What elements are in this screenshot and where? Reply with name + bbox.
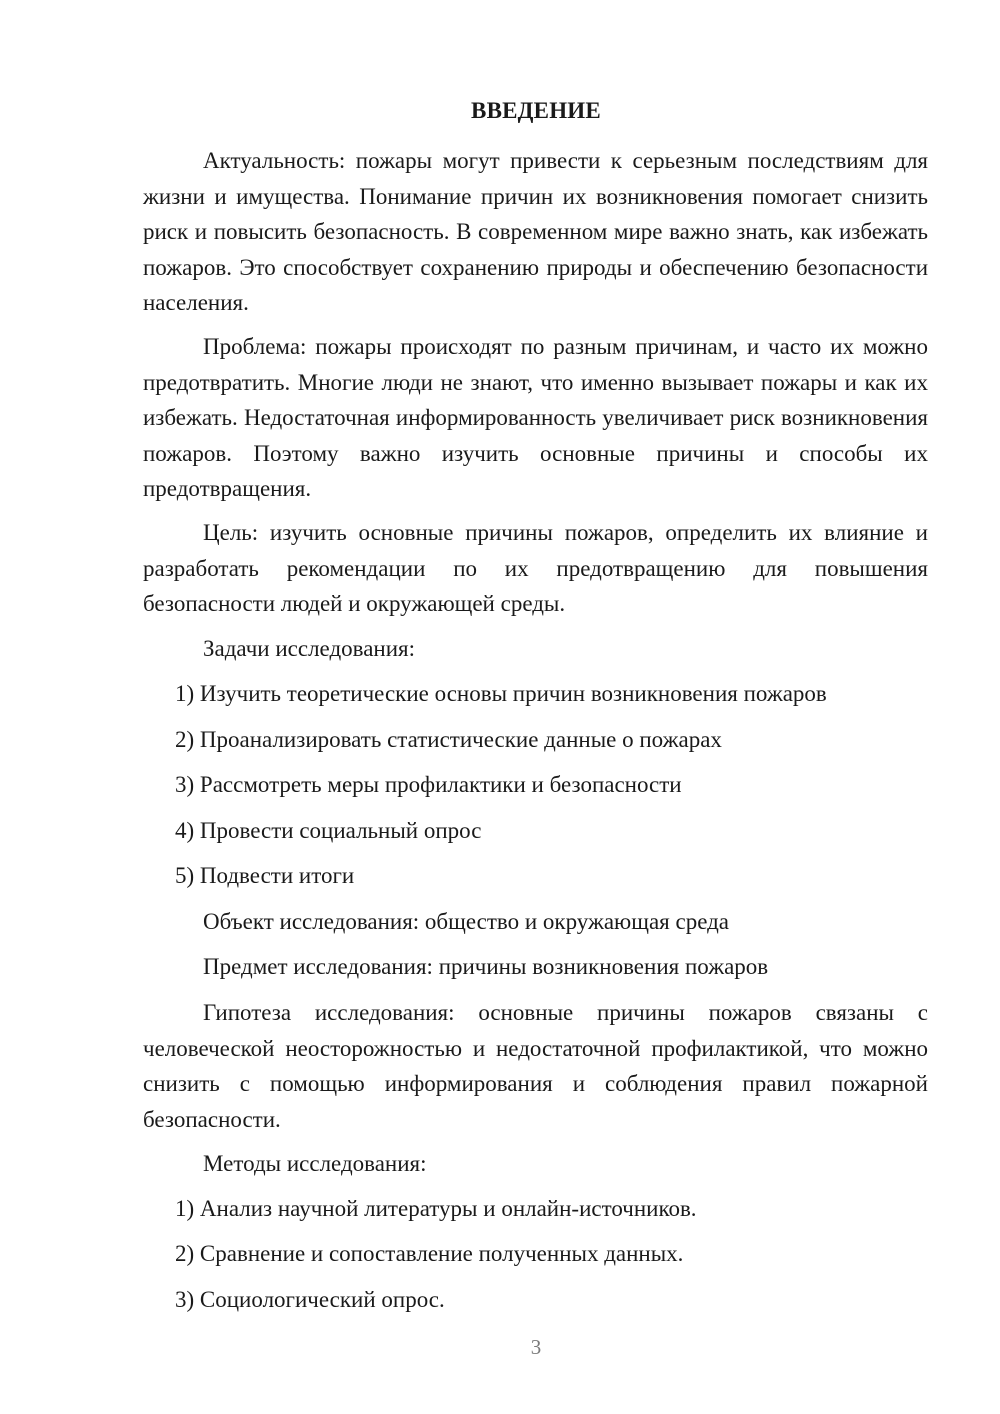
goal-paragraph: Цель: изучить основные причины пожаров, определить их влияние и разработать рекомендации по их предотвращению для повышения безопасности людей и окружающей среды.: [143, 520, 928, 616]
problem-paragraph: Проблема: пожары происходят по разным причинам, и часто их можно предотвратить. Многие люди не знают, что именно вызывает пожары и как их избежать. Недостаточная информированность увеличивает риск возникновения пожаров. Поэтому важно изучить основные причины и способы их предотвращения.: [143, 334, 928, 501]
task-item-2: 2) Проанализировать статистические данные о пожарах: [175, 727, 722, 752]
method-item-1: 1) Анализ научной литературы и онлайн-источников.: [175, 1196, 697, 1221]
research-object: Объект исследования: общество и окружающая среда: [203, 909, 730, 934]
task-item-5: 5) Подвести итоги: [175, 863, 355, 888]
method-item-2: 2) Сравнение и сопоставление полученных данных.: [175, 1241, 684, 1266]
method-item-3: 3) Социологический опрос.: [175, 1287, 445, 1312]
relevance-paragraph: Актуальность: пожары могут привести к серьезным последствиям для жизни и имущества. Понимание причин их возникновения помогает снизить риск и повысить безопасность. В современном мире важно знать, как избежать пожаров. Это способствует сохранению природы и обеспечению безопасности населения.: [143, 148, 928, 315]
research-subject: Предмет исследования: причины возникновения пожаров: [203, 954, 769, 979]
hypothesis-paragraph: Гипотеза исследования: основные причины пожаров связаны с человеческой неосторожностью и недостаточной профилактикой, что можно снизить с помощью информирования и соблюдения правил пожарной безопасности.: [143, 1000, 928, 1132]
tasks-heading: Задачи исследования:: [203, 636, 416, 661]
methods-heading: Методы исследования:: [203, 1151, 427, 1176]
task-item-1: 1) Изучить теоретические основы причин возникновения пожаров: [175, 681, 827, 706]
task-item-3: 3) Рассмотреть меры профилактики и безопасности: [175, 772, 682, 797]
task-item-4: 4) Провести социальный опрос: [175, 818, 482, 843]
page-number: 3: [530, 1335, 542, 1359]
section-title: ВВЕДЕНИЕ: [471, 98, 601, 123]
